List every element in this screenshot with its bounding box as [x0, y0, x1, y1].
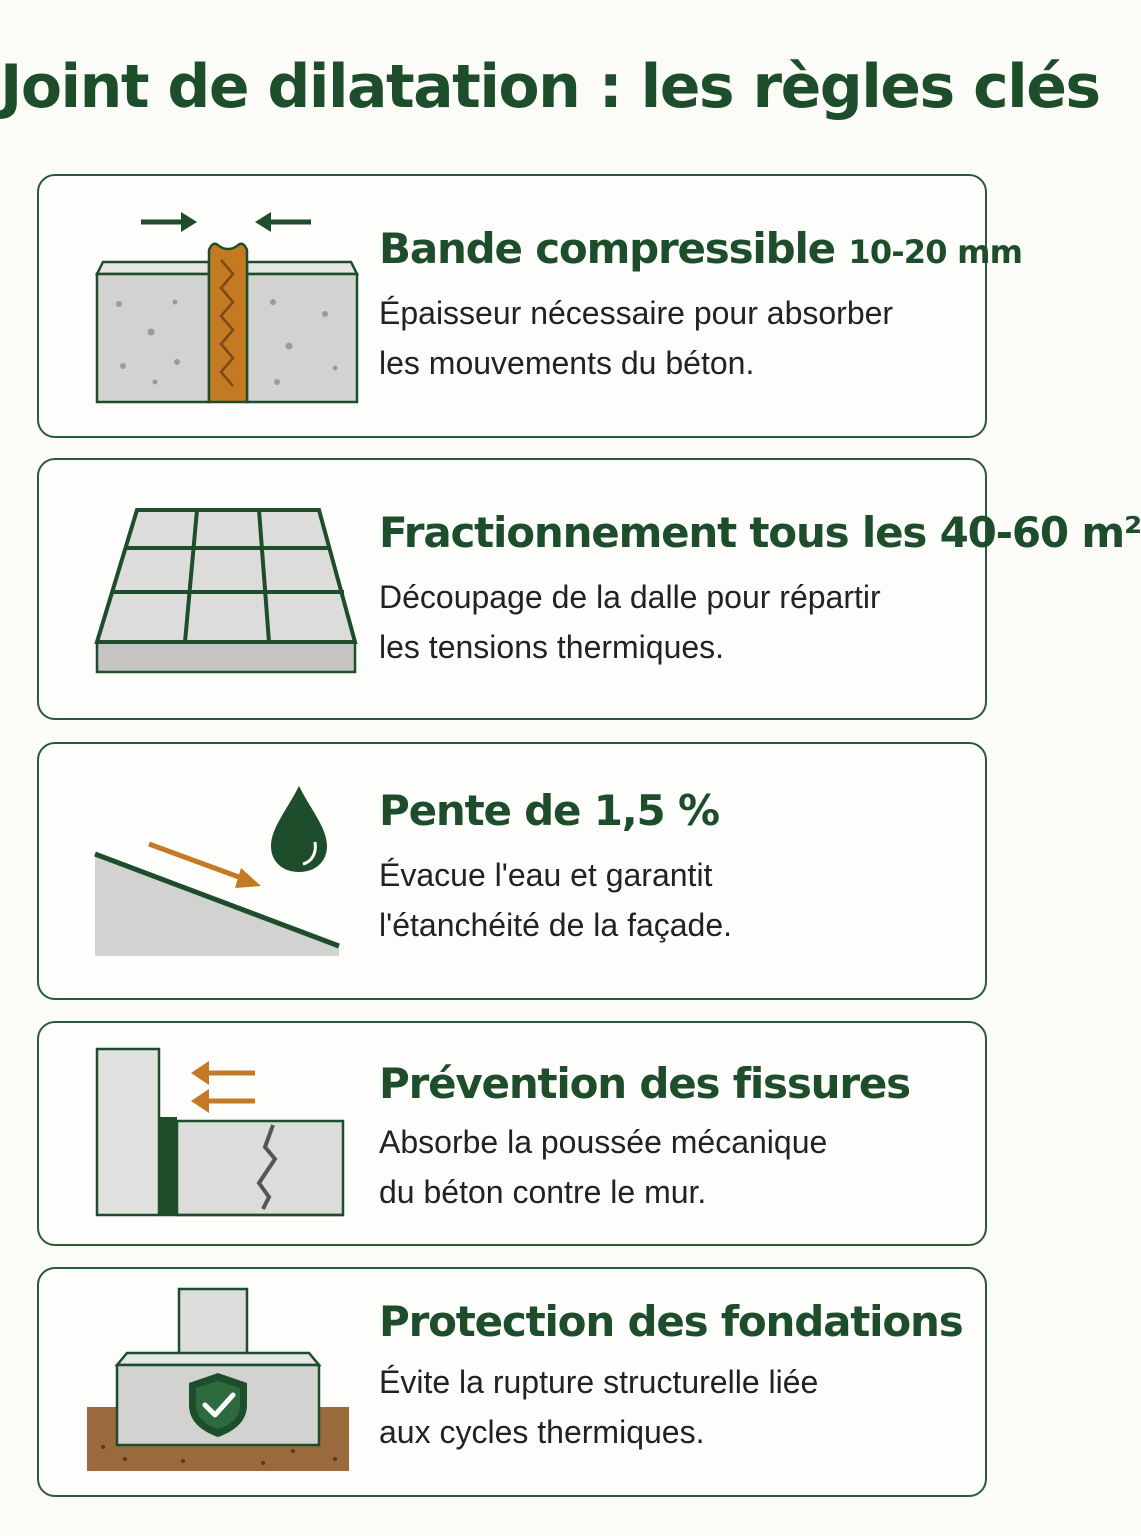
- card-title: Pente de 1,5 %: [379, 786, 719, 835]
- card-title-main: Bande compressible: [379, 224, 835, 273]
- card-title: [379, 224, 1023, 273]
- card-desc-line: Évite la rupture structurelle liée: [379, 1364, 819, 1401]
- rule-card-foundation: [37, 1267, 987, 1497]
- card-description: [379, 1117, 975, 1217]
- page-title: Joint de dilatation : les règles clés: [0, 52, 1100, 122]
- slope-drop-icon: [63, 744, 363, 998]
- card-desc-line: aux cycles thermiques.: [379, 1414, 705, 1451]
- card-description: [379, 288, 975, 388]
- card-description: [379, 572, 975, 672]
- card-text: [379, 224, 1023, 388]
- card-desc-line: du béton contre le mur.: [379, 1174, 707, 1211]
- rule-card-compressible-band: [37, 174, 1023, 438]
- rule-card-crack-prevention: [37, 1021, 987, 1246]
- card-desc-line: Découpage de la dalle pour répartir: [379, 579, 881, 616]
- wall-crack-icon: [63, 1023, 363, 1244]
- card-desc-line: les tensions thermiques.: [379, 629, 725, 666]
- card-desc-line: les mouvements du béton.: [379, 345, 755, 382]
- card-desc-line: Épaisseur nécessaire pour absorber: [379, 295, 894, 332]
- card-description: [379, 1357, 975, 1457]
- card-title-suffix: 10-20 mm: [848, 233, 1023, 271]
- card-title: Protection des fondations: [379, 1297, 963, 1346]
- card-text: [379, 1299, 975, 1457]
- card-title: Fractionnement tous les 40-60 m²: [379, 508, 1141, 557]
- card-text: [379, 788, 975, 950]
- card-text: [379, 508, 1141, 672]
- card-text: [379, 1061, 975, 1217]
- foundation-shield-icon: [63, 1269, 363, 1495]
- rule-card-slab-division: [37, 458, 1141, 720]
- slab-grid-icon: [63, 460, 363, 718]
- rule-card-slope: [37, 742, 987, 1000]
- card-desc-line: Évacue l'eau et garantit: [379, 857, 713, 894]
- card-title: Prévention des fissures: [379, 1059, 910, 1108]
- card-desc-line: Absorbe la poussée mécanique: [379, 1124, 828, 1161]
- card-description: [379, 850, 975, 950]
- compressible-band-icon: [63, 176, 363, 436]
- card-desc-line: l'étanchéité de la façade.: [379, 907, 733, 944]
